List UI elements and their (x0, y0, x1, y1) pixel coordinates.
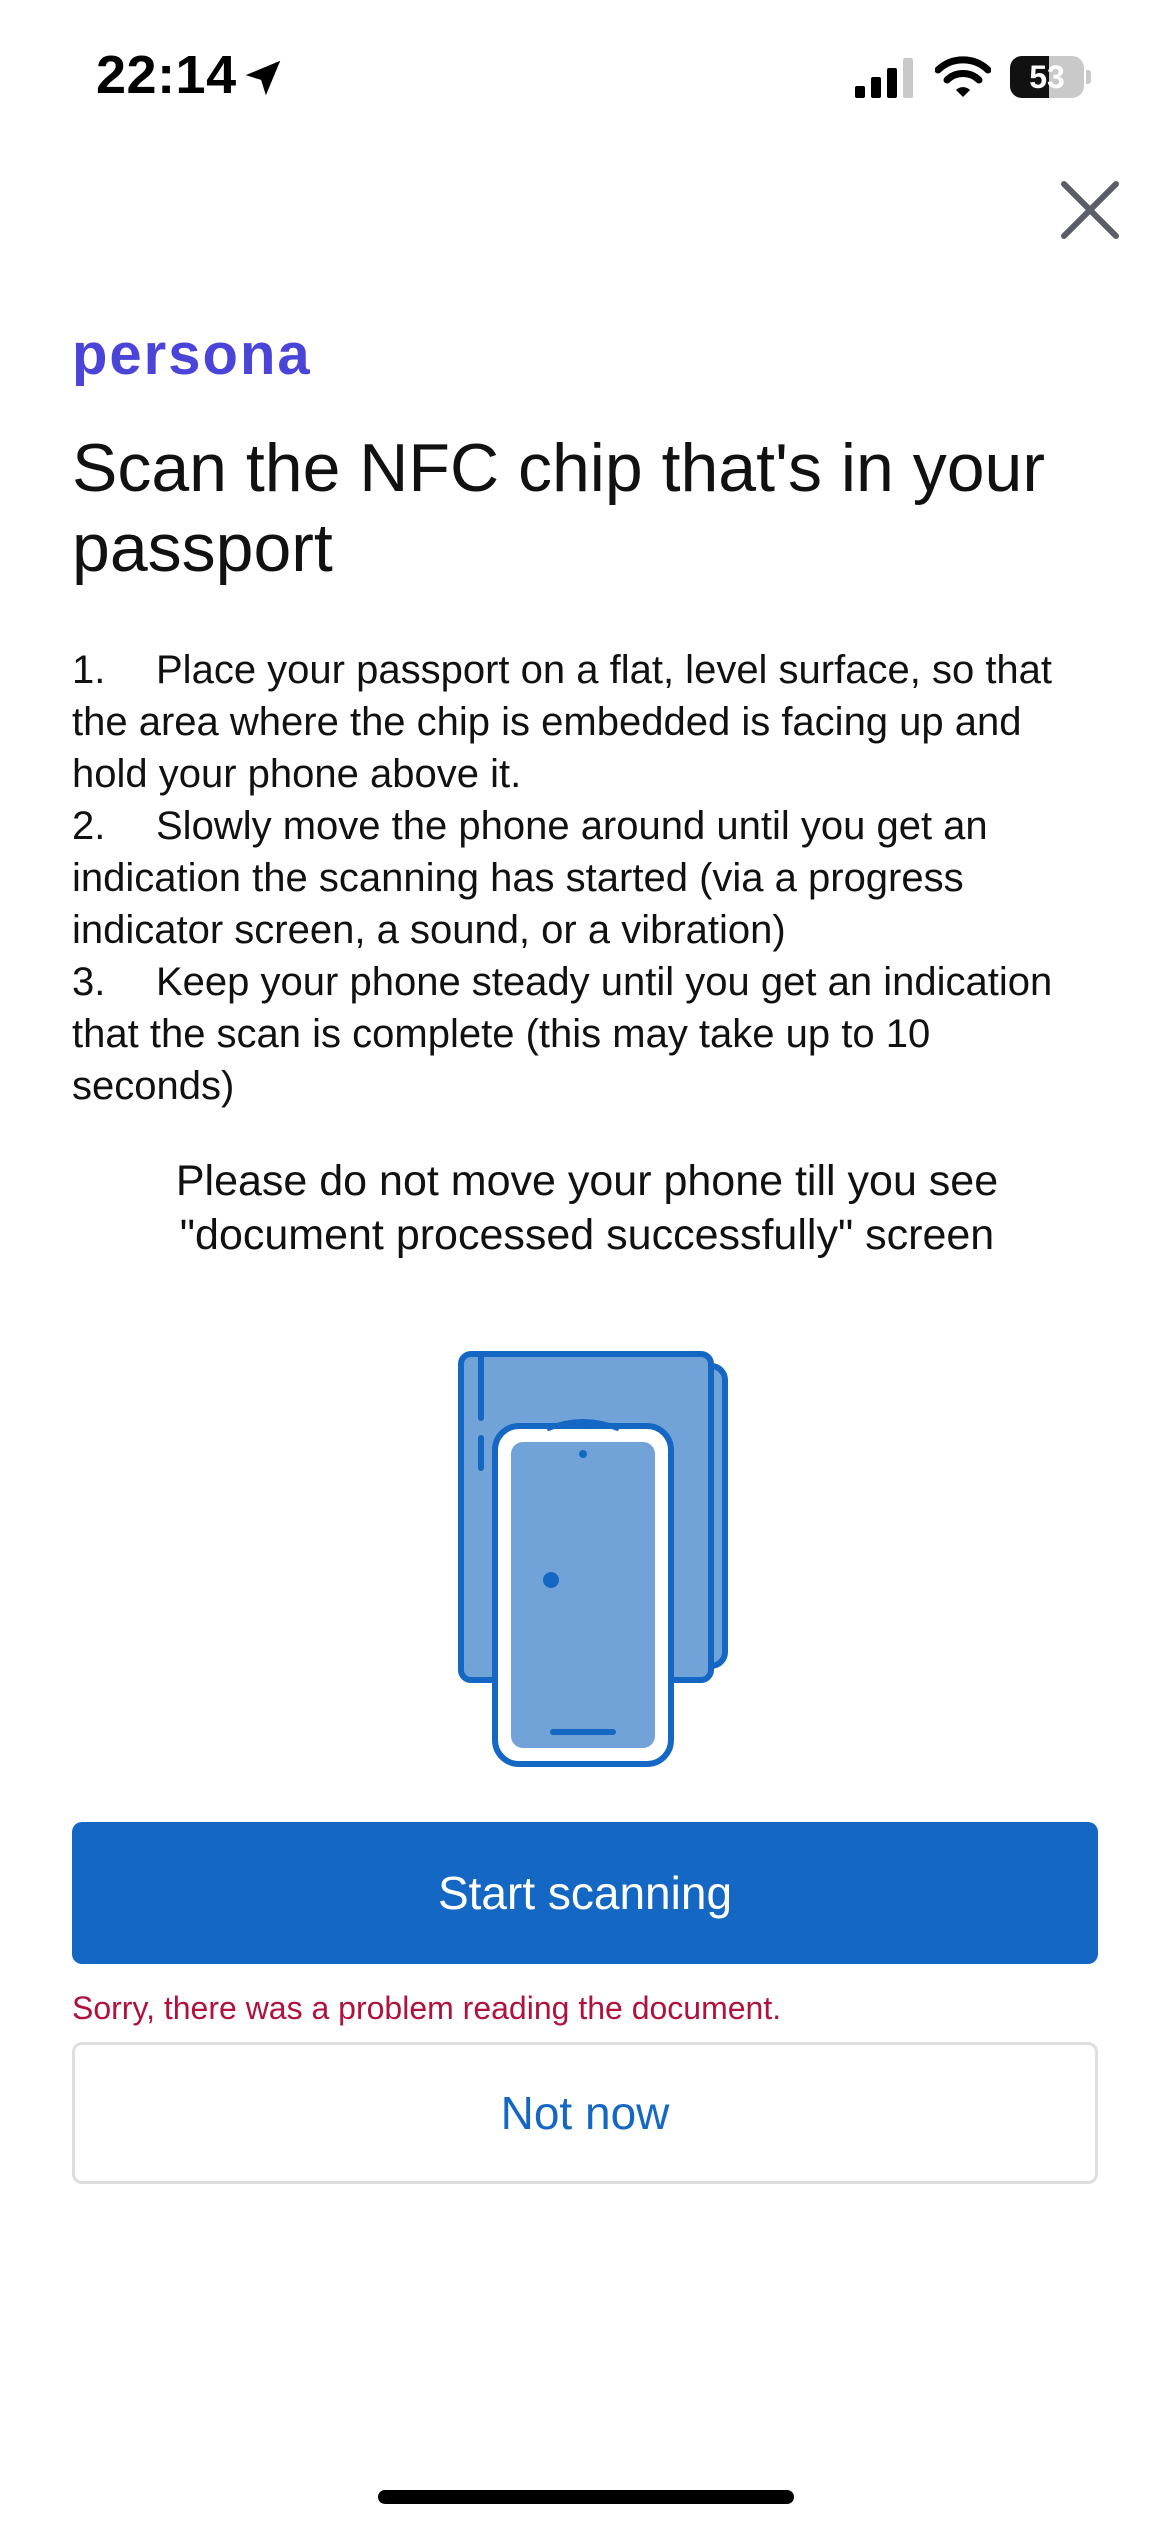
wifi-icon (935, 56, 991, 98)
error-message: Sorry, there was a problem reading the document. (72, 1990, 782, 2026)
location-arrow-icon (240, 55, 286, 101)
step-1 (72, 644, 1102, 800)
step-3 (72, 956, 1102, 1112)
phone-camera (579, 1450, 587, 1458)
not-now-button[interactable]: Not now (72, 2042, 1098, 2184)
step-text: Place your passport on a flat, level surface, so that the area where the chip is embedded is facing up and hold your phone above it. (72, 648, 1053, 796)
persona-logo (72, 330, 342, 394)
page-title: Scan the NFC chip that's in your passport (72, 430, 1045, 586)
warning-notice: Please do not move your phone till you see "document processed successfully" screen (175, 1157, 999, 1259)
phone-on-passport-illustration (455, 1348, 735, 1768)
status-time: 22:14 (96, 45, 237, 105)
instruction-steps (72, 644, 1102, 1112)
battery-body (1010, 56, 1084, 98)
battery-level: 53 (1029, 59, 1065, 95)
nfc-point (543, 1572, 559, 1588)
logo-text: persona (72, 330, 312, 387)
step-number: 3. (72, 960, 106, 1004)
main-content (72, 330, 1102, 1262)
step-number: 2. (72, 804, 106, 848)
close-icon[interactable] (1058, 178, 1122, 242)
step-text: Slowly move the phone around until you get an indication the scanning has started (via a progress indicator screen, a sound, or a vibration) (72, 804, 988, 952)
battery-cap (1086, 70, 1091, 84)
status-bar (0, 0, 1170, 150)
start-scanning-button[interactable]: Start scanning (72, 1822, 1098, 1964)
home-indicator[interactable] (378, 2490, 794, 2504)
step-text: Keep your phone steady until you get an indication that the scan is complete (this may take up to 10 seconds) (72, 960, 1053, 1108)
battery-indicator (1010, 56, 1090, 98)
phone-screen (511, 1442, 655, 1748)
step-number: 1. (72, 648, 106, 692)
cellular-signal-icon (855, 58, 917, 98)
step-2 (72, 800, 1102, 956)
